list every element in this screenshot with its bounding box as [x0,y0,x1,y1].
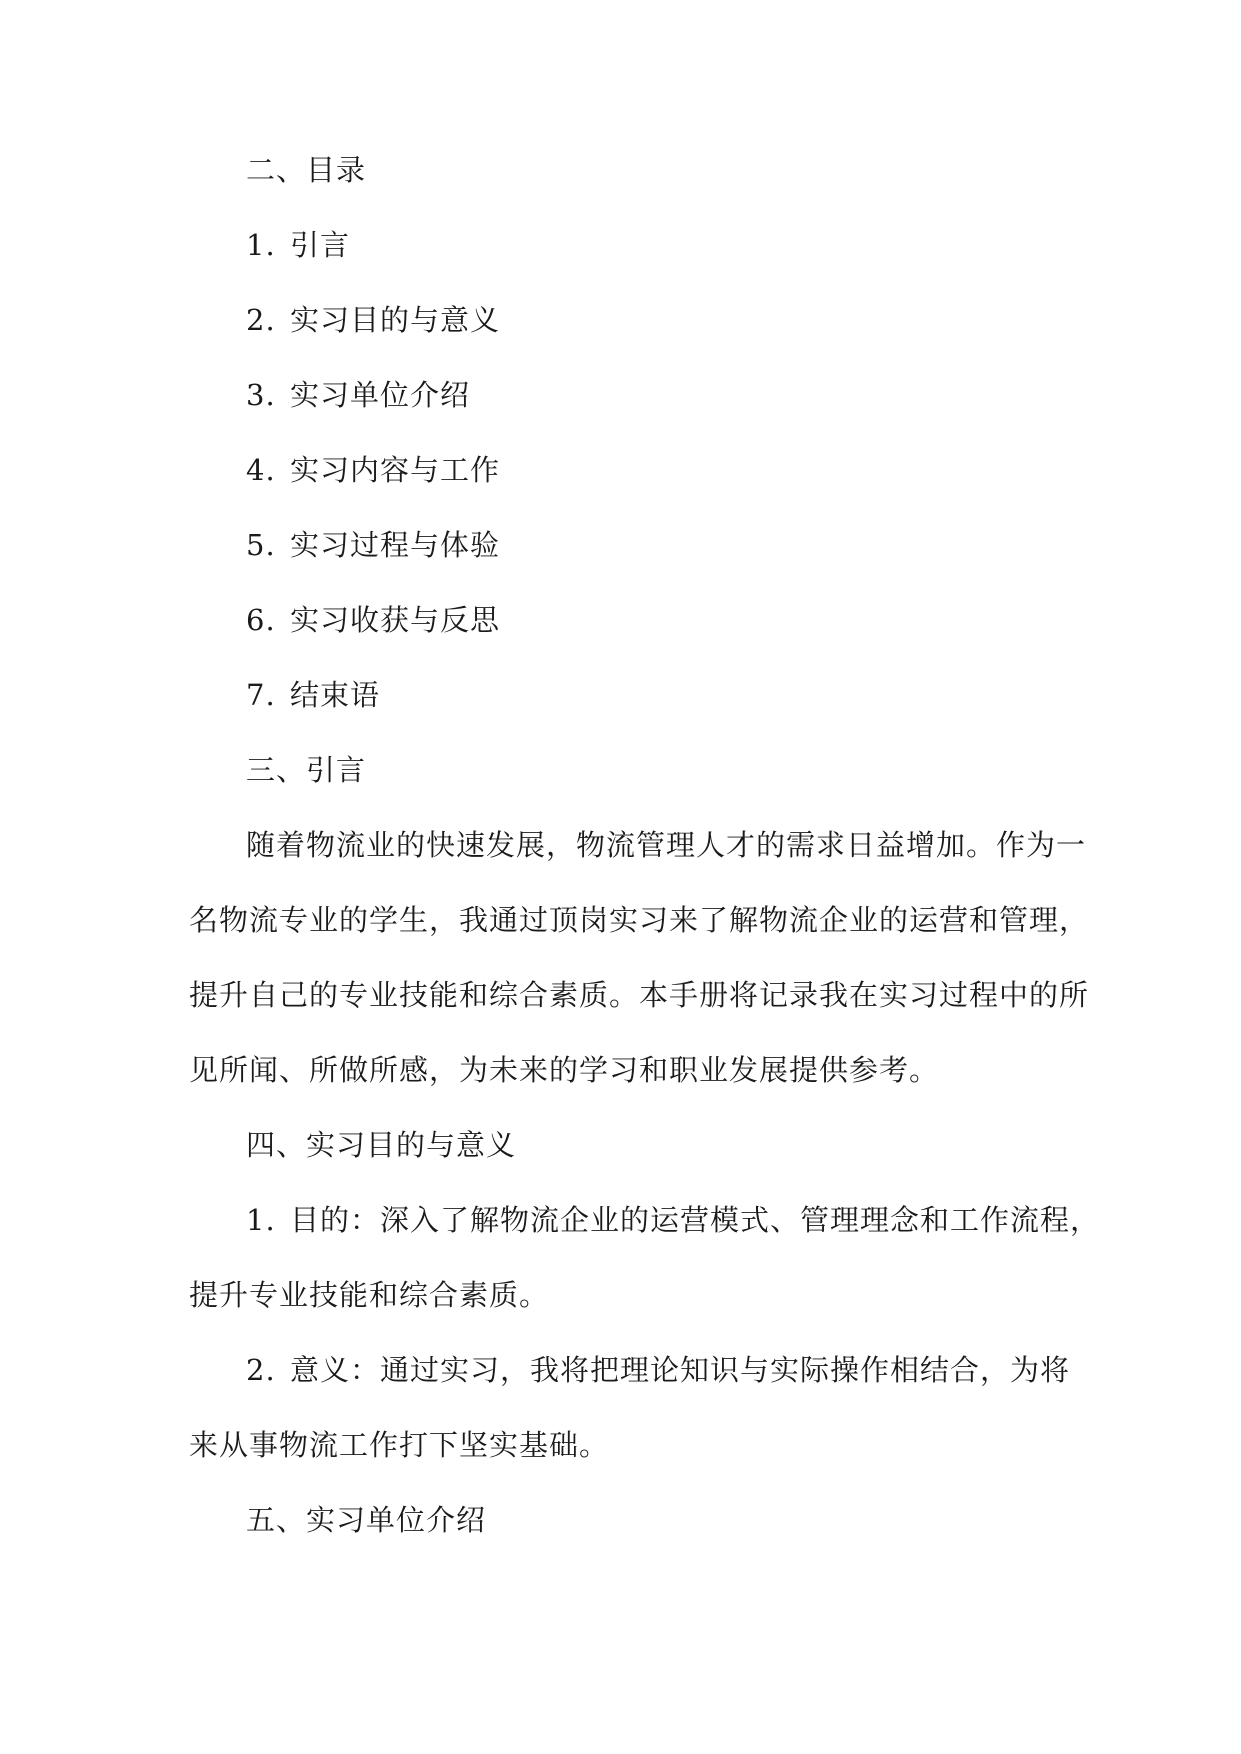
intro-paragraph-line: 名物流专业的学生，我通过顶岗实习来了解物流企业的运营和管理， [189,903,1090,937]
toc-item-text: 实习收获与反思 [290,603,501,637]
intro-paragraph-line: 提升自己的专业技能和综合素质。本手册将记录我在实习过程中的所 [189,978,1090,1012]
toc-item-number: 5. [246,528,276,562]
toc-item [246,227,350,263]
intro-heading: 三、引言 [246,753,367,787]
toc-item [246,527,500,563]
purpose-item-number: 2. [246,1353,276,1387]
toc-item-number: 3. [246,378,276,412]
toc-item-number: 1. [246,228,276,262]
toc-item-text: 实习目的与意义 [290,303,501,337]
purpose-heading: 四、实习目的与意义 [246,1128,517,1162]
purpose-item-continuation: 来从事物流工作打下坚实基础。 [189,1428,610,1462]
purpose-item-text: 目的：深入了解物流企业的运营模式、管理理念和工作流程， [290,1203,1101,1237]
toc-item [246,452,500,488]
purpose-item-number: 1. [246,1203,276,1237]
toc-item-number: 2. [246,303,276,337]
purpose-item-continuation: 提升专业技能和综合素质。 [189,1278,550,1312]
toc-item-number: 6. [246,603,276,637]
intro-paragraph-line: 见所闻、所做所感，为未来的学习和职业发展提供参考。 [189,1053,940,1087]
toc-heading: 二、目录 [246,153,367,187]
toc-item-text: 实习内容与工作 [290,453,501,487]
toc-item [246,377,470,413]
purpose-item-text: 意义：通过实习，我将把理论知识与实际操作相结合，为将 [290,1353,1071,1387]
purpose-item [246,1202,1100,1238]
toc-item [246,677,380,713]
toc-item-text: 实习过程与体验 [290,528,501,562]
purpose-item [246,1352,1070,1388]
toc-item [246,302,500,338]
toc-item [246,602,500,638]
toc-item-text: 引言 [290,228,351,262]
intro-paragraph-line: 随着物流业的快速发展，物流管理人才的需求日益增加。作为一 [246,828,1087,862]
toc-item-number: 7. [246,678,276,712]
unit-heading: 五、实习单位介绍 [246,1503,487,1537]
toc-item-number: 4. [246,453,276,487]
toc-item-text: 实习单位介绍 [290,378,471,412]
toc-item-text: 结束语 [290,678,381,712]
